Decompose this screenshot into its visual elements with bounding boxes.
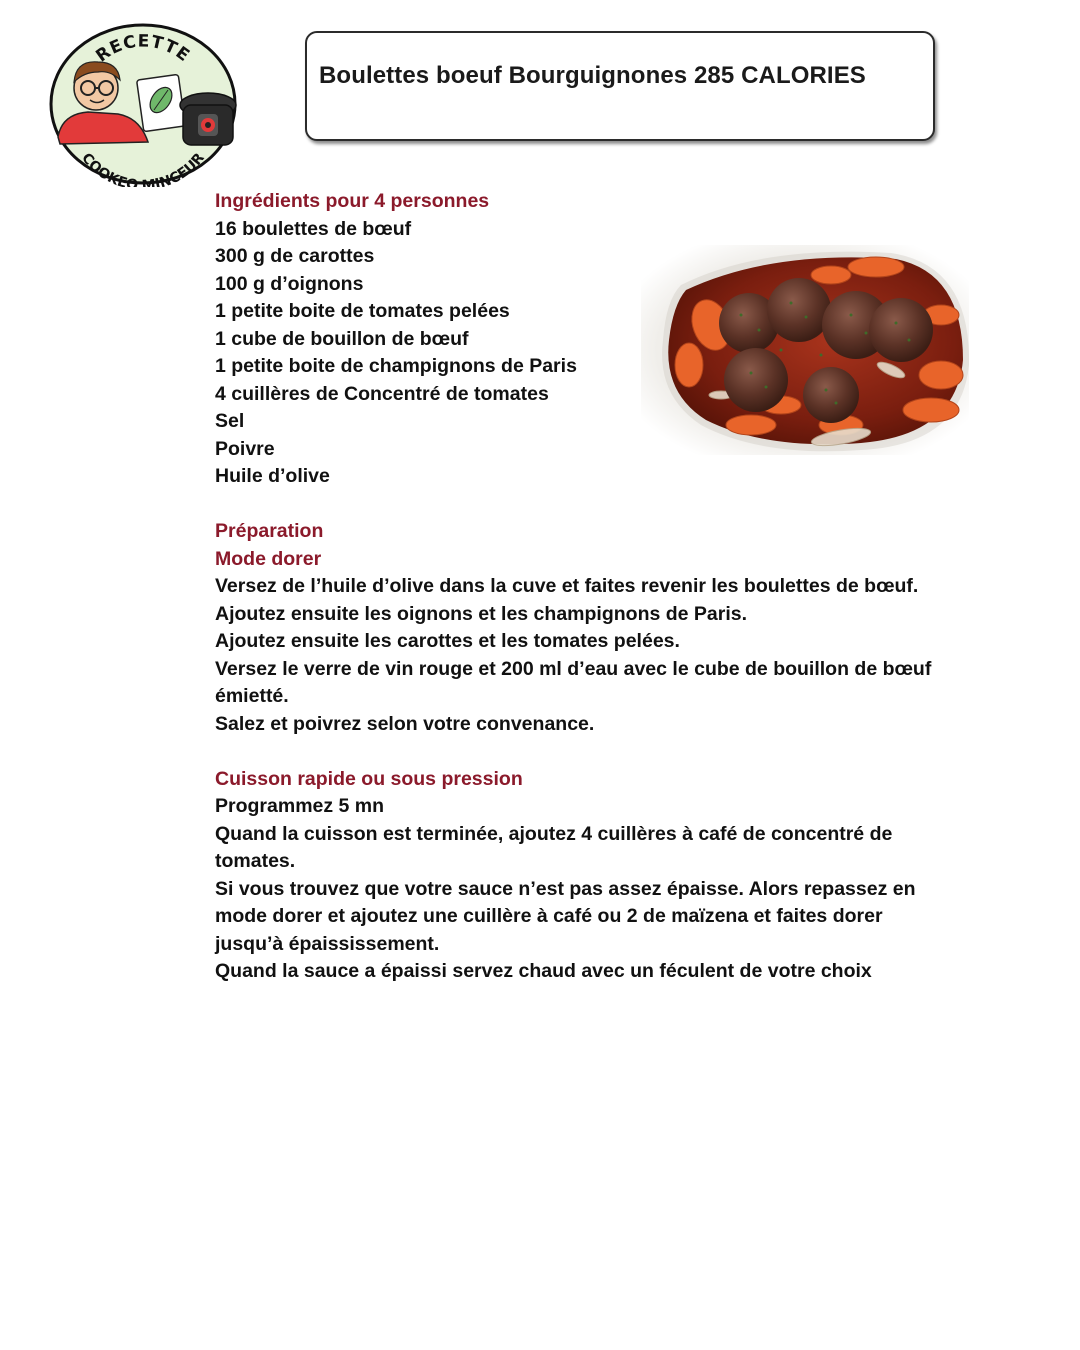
preparation-line: Ajoutez ensuite les carottes et les tomates pelées. [215, 630, 680, 652]
ingredient-item: 1 cube de bouillon de bœuf [215, 327, 469, 350]
svg-text:RECETTE: RECETTE [92, 31, 194, 67]
cooking-heading: Cuisson rapide ou sous pression [215, 767, 523, 790]
title-box [305, 31, 935, 141]
ingredient-item: 300 g de carottes [215, 245, 375, 267]
ingredient-item: Poivre [215, 437, 275, 460]
recipe-content [215, 188, 1015, 986]
preparation-line: émietté. [215, 685, 289, 707]
cooking-line: Quand la cuisson est terminée, ajoutez 4 cuillères à café de concentré de [215, 822, 893, 845]
cooking-line: tomates. [215, 850, 296, 872]
preparation-line: Versez le verre de vin rouge et 200 ml d’eau avec le cube de bouillon de bœuf [215, 657, 932, 680]
ingredient-item: 100 g d’oignons [215, 272, 364, 295]
ingredient-item: 16 boulettes de bœuf [215, 217, 412, 240]
cookeo-minceur-logo-icon [48, 22, 238, 187]
preparation-subheading: Mode dorer [215, 547, 322, 570]
cooking-line: Programmez 5 mn [215, 795, 385, 817]
cooking-line: Si vous trouvez que votre sauce n’est pas assez épaisse. Alors repassez en [215, 877, 916, 900]
preparation-steps [215, 573, 1015, 738]
cooking-steps [215, 793, 1015, 986]
cooking-line: jusqu’à épaississement. [215, 932, 440, 955]
preparation-line: Ajoutez ensuite les oignons et les champignons de Paris. [215, 602, 748, 625]
ingredient-item: Huile d’olive [215, 465, 330, 487]
ingredients-list [215, 216, 1015, 491]
svg-text:COOKEO MINCEUR: COOKEO MINCEUR [78, 150, 208, 187]
recipe-logo-badge [48, 22, 238, 187]
preparation-line: Versez de l’huile d’olive dans la cuve et faites revenir les boulettes de bœuf. [215, 575, 919, 597]
ingredient-item: 4 cuillères de Concentré de tomates [215, 382, 549, 405]
cooking-line: mode dorer et ajoutez une cuillère à café ou 2 de maïzena et faites dorer [215, 905, 883, 927]
pressure-cooker-icon [180, 93, 236, 145]
ingredient-item: Sel [215, 410, 245, 432]
page-title: Boulettes boeuf Bourguignones 285 CALORIES [319, 62, 866, 89]
ingredient-item: 1 petite boite de champignons de Paris [215, 355, 577, 377]
ingredients-heading: Ingrédients pour 4 personnes [215, 190, 490, 212]
ingredient-item: 1 petite boite de tomates pelées [215, 300, 510, 322]
recipe-card-icon [137, 74, 186, 131]
cooking-line: Quand la sauce a épaissi servez chaud avec un féculent de votre choix [215, 960, 872, 982]
preparation-line: Salez et poivrez selon votre convenance. [215, 712, 595, 735]
preparation-heading: Préparation [215, 520, 324, 542]
